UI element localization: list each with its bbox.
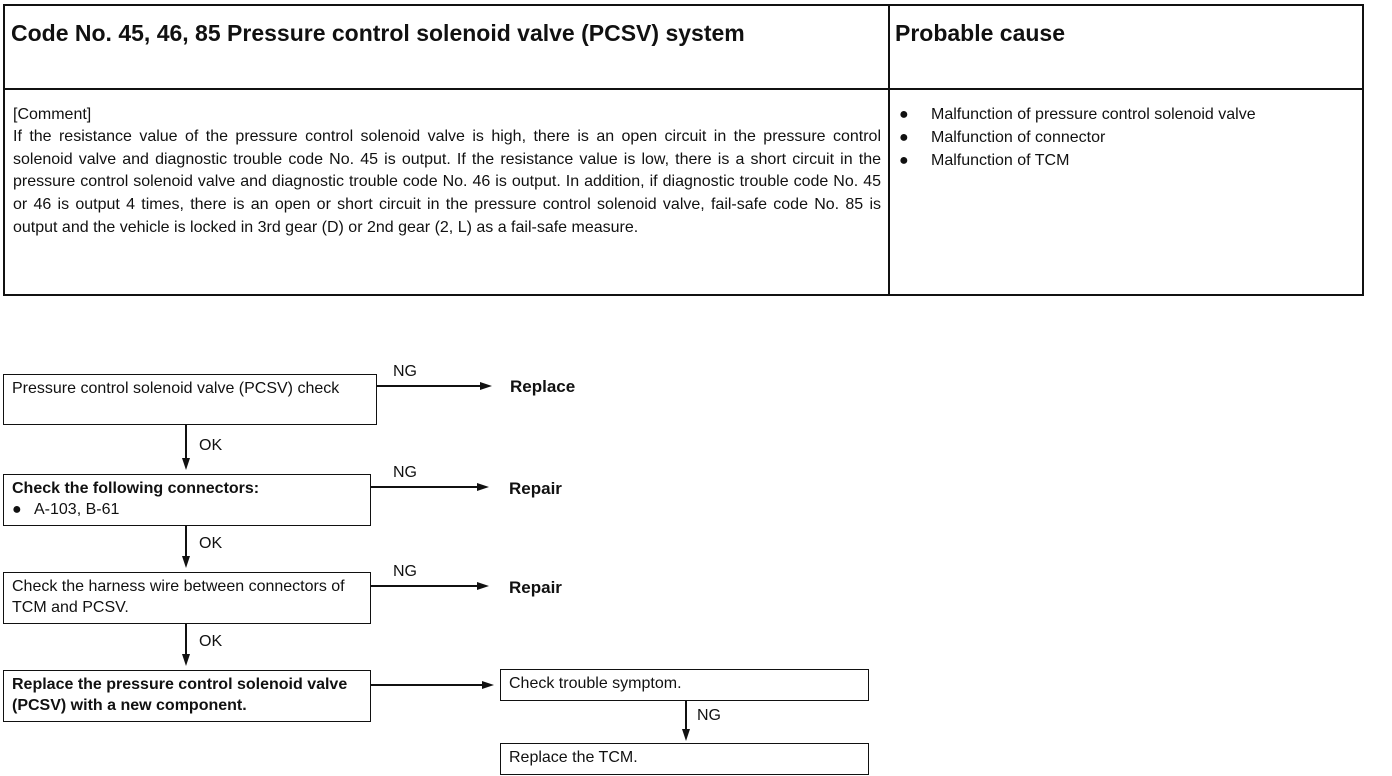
result-repair: Repair <box>509 578 562 597</box>
connector-line <box>371 684 484 686</box>
row-divider <box>5 88 1362 90</box>
cause-item: Malfunction of TCM <box>931 152 1070 169</box>
list-item <box>899 126 1256 149</box>
bullet-icon: ● <box>899 152 909 169</box>
comment-text: If the resistance value of the pressure control solenoid valve is high, there is an open circuit in the pressure control solenoid valve and diagnostic trouble code No. 45 is output. If the resistance value is low, there is a short circuit in the pressure control solenoid valve and diagnostic trouble code No. 46 is output. In addition, if diagnostic trouble code No. 45 or 46 is output 4 times, there is an open or short circuit in the pressure control solenoid valve, fail-safe code No. 85 is output and the vehicle is locked in 3rd gear (D) or 2nd gear (2, L) as a fail-safe measure. <box>13 128 881 236</box>
bullet-icon: ● <box>899 106 909 123</box>
header-table <box>3 4 1364 296</box>
ok-label: OK <box>199 437 223 454</box>
ng-label: NG <box>393 563 417 580</box>
probable-cause-list <box>899 103 1256 172</box>
arrow-right-icon <box>480 382 492 390</box>
connector-line <box>377 385 482 387</box>
connector-line <box>371 486 479 488</box>
result-replace: Replace <box>510 377 576 396</box>
arrow-right-icon <box>477 582 489 590</box>
list-item <box>899 103 1256 126</box>
cause-item: Malfunction of pressure control solenoid valve <box>931 106 1256 123</box>
cause-item: Malfunction of connector <box>931 129 1106 146</box>
arrow-down-icon <box>182 654 190 666</box>
code-title: Code No. 45, 46, 85 Pressure control solenoid valve (PCSV) system <box>11 20 745 46</box>
probable-cause-title: Probable cause <box>895 20 1066 46</box>
ng-label: NG <box>697 707 721 724</box>
column-divider <box>888 6 890 294</box>
step-replace-pcsv: Replace the pressure control solenoid valve (PCSV) with a new component. <box>3 670 371 722</box>
step-heading: Check the following connectors: <box>12 480 260 497</box>
ok-label: OK <box>199 535 223 552</box>
connector-line <box>185 526 187 556</box>
connector-line <box>185 624 187 654</box>
ok-label: OK <box>199 633 223 650</box>
step-check-connectors <box>3 474 371 526</box>
arrow-right-icon <box>477 483 489 491</box>
step-check-harness: Check the harness wire between connectors of TCM and PCSV. <box>3 572 371 624</box>
step-replace-tcm: Replace the TCM. <box>500 743 869 775</box>
arrow-right-icon <box>482 681 494 689</box>
connector-line <box>685 701 687 730</box>
step-check-trouble-symptom: Check trouble symptom. <box>500 669 869 701</box>
connector-line <box>185 425 187 458</box>
ng-label: NG <box>393 363 417 380</box>
bullet-icon: ● <box>12 501 22 518</box>
step-pcsv-check: Pressure control solenoid valve (PCSV) check <box>3 374 377 425</box>
result-repair: Repair <box>509 479 562 498</box>
arrow-down-icon <box>182 458 190 470</box>
comment-label: [Comment] <box>13 106 92 123</box>
bullet-icon: ● <box>899 129 909 146</box>
arrow-down-icon <box>682 729 690 741</box>
arrow-down-icon <box>182 556 190 568</box>
list-item <box>899 149 1256 172</box>
connector-line <box>371 585 479 587</box>
ng-label: NG <box>393 464 417 481</box>
connector-list: A-103, B-61 <box>34 501 120 518</box>
